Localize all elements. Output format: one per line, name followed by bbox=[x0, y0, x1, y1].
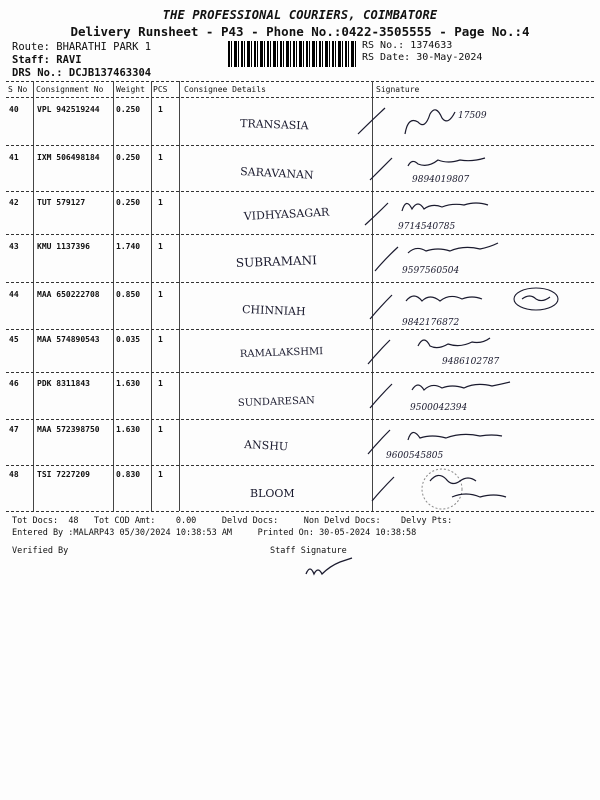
row-sno: 46 bbox=[9, 379, 19, 388]
row-sno: 41 bbox=[9, 153, 19, 162]
table-header-rule bbox=[6, 97, 594, 98]
delvy-pts-label: Delvy Pts: bbox=[401, 516, 453, 526]
row-weight: 1.630 bbox=[116, 425, 141, 434]
consignee-name: CHINNIAH bbox=[241, 303, 306, 319]
handwritten-row-42 bbox=[180, 193, 598, 235]
row-consignment: KMU 1137396 bbox=[37, 242, 90, 251]
row-weight: 0.035 bbox=[116, 335, 141, 344]
row-weight: 0.830 bbox=[116, 470, 141, 479]
tot-cod-label: Tot COD Amt: bbox=[93, 516, 156, 526]
row-pcs: 1 bbox=[158, 105, 163, 114]
tot-cod-value: 0.00 bbox=[175, 516, 197, 526]
col-header-signature: Signature bbox=[376, 85, 420, 94]
rs-date-line bbox=[362, 52, 482, 63]
row-consignment: TUT 579127 bbox=[37, 198, 86, 207]
row-consignment: MAA 572398750 bbox=[37, 425, 100, 434]
signature-note: 9500042394 bbox=[410, 403, 468, 413]
entered-by: Entered By :MALARP43 05/30/2024 10:38:53 AM bbox=[12, 528, 233, 538]
delvd-docs-label: Delvd Docs: bbox=[221, 516, 279, 526]
consignee-name: RAMALAKSHMI bbox=[239, 346, 324, 360]
handwritten-row-44 bbox=[180, 285, 598, 329]
staff-signature-label: Staff Signature bbox=[270, 546, 347, 556]
row-sno: 47 bbox=[9, 425, 19, 434]
row-pcs: 1 bbox=[158, 242, 163, 251]
consignee-name: VIDHYASAGAR bbox=[243, 205, 330, 223]
route-label: Route: bbox=[12, 41, 50, 53]
rs-no-label: RS No.: bbox=[362, 40, 405, 51]
row-separator bbox=[6, 234, 594, 235]
signature-note: 9842176872 bbox=[402, 318, 460, 328]
consignee-name: SUBRAMANI bbox=[235, 253, 318, 270]
row-separator bbox=[6, 282, 594, 283]
col-header-sno: S No bbox=[8, 85, 28, 94]
row-sno: 43 bbox=[9, 242, 19, 251]
row-sno: 48 bbox=[9, 470, 19, 479]
table-bottom-rule bbox=[6, 511, 594, 512]
col-header-consignment: Consignment No bbox=[36, 85, 104, 94]
row-weight: 1.630 bbox=[116, 379, 141, 388]
signature-note: 17509 bbox=[458, 111, 487, 121]
totals-line bbox=[12, 516, 452, 526]
row-weight: 0.250 bbox=[116, 105, 141, 114]
row-weight: 0.850 bbox=[116, 290, 141, 299]
row-consignment: VPL 942519244 bbox=[37, 105, 100, 114]
handwritten-row-48 bbox=[180, 467, 598, 511]
consignee-name: ANSHU bbox=[243, 438, 289, 454]
row-sno: 44 bbox=[9, 290, 19, 299]
consignee-name: TRANSASIA bbox=[239, 117, 309, 133]
staff-label: Staff: bbox=[12, 54, 50, 66]
handwritten-row-45 bbox=[180, 330, 598, 372]
row-consignment: MAA 650222708 bbox=[37, 290, 100, 299]
row-separator bbox=[6, 145, 594, 146]
row-pcs: 1 bbox=[158, 425, 163, 434]
row-sno: 42 bbox=[9, 198, 19, 207]
route-value: BHARATHI PARK 1 bbox=[56, 41, 152, 53]
consignee-name: SUNDARESAN bbox=[237, 395, 315, 409]
row-sno: 40 bbox=[9, 105, 19, 114]
row-consignment: IXM 506498184 bbox=[37, 153, 100, 162]
drs-value: DCJB137463304 bbox=[68, 67, 152, 79]
tot-docs-value: 48 bbox=[68, 516, 79, 526]
entry-line bbox=[12, 528, 416, 538]
signature-note: 9894019807 bbox=[412, 175, 470, 185]
rs-no-line bbox=[362, 40, 452, 51]
staff-line bbox=[12, 54, 82, 66]
row-separator bbox=[6, 372, 594, 373]
row-weight: 0.250 bbox=[116, 153, 141, 162]
tot-docs-label: Tot Docs: bbox=[12, 516, 59, 526]
row-separator bbox=[6, 191, 594, 192]
signature-note: 9714540785 bbox=[398, 222, 456, 232]
col-header-weight: Weight bbox=[116, 85, 145, 94]
row-weight: 1.740 bbox=[116, 242, 141, 251]
row-pcs: 1 bbox=[158, 198, 163, 207]
signature-note: 9486102787 bbox=[442, 357, 500, 367]
col-header-consignee: Consignee Details bbox=[184, 85, 266, 94]
row-sno: 45 bbox=[9, 335, 19, 344]
runsheet-barcode bbox=[228, 41, 356, 67]
rs-no-value: 1374633 bbox=[410, 40, 453, 51]
handwritten-row-46 bbox=[180, 374, 598, 416]
verified-by-label: Verified By bbox=[12, 546, 69, 556]
printed-on: Printed On: 30-05-2024 10:38:58 bbox=[257, 528, 417, 538]
drs-label: DRS No.: bbox=[12, 67, 63, 79]
row-pcs: 1 bbox=[158, 153, 163, 162]
company-title: THE PROFESSIONAL COURIERS, COIMBATORE bbox=[162, 8, 438, 22]
handwritten-row-40 bbox=[180, 100, 598, 142]
stamp-icon bbox=[422, 469, 462, 509]
row-separator bbox=[6, 465, 594, 466]
table-top-rule bbox=[6, 81, 594, 82]
signature-note: 9597560504 bbox=[402, 266, 460, 276]
row-pcs: 1 bbox=[158, 379, 163, 388]
non-delvd-docs-label: Non Delvd Docs: bbox=[303, 516, 381, 526]
row-pcs: 1 bbox=[158, 335, 163, 344]
handwritten-row-43 bbox=[180, 237, 598, 279]
row-consignment: TSI 7227209 bbox=[37, 470, 90, 479]
consignee-name: SARAVANAN bbox=[239, 165, 314, 182]
consignee-name: BLOOM bbox=[250, 487, 295, 500]
staff-value: RAVI bbox=[56, 54, 82, 66]
runsheet-subtitle: Delivery Runsheet - P43 - Phone No.:0422-3505555 - Page No.:4 bbox=[70, 24, 530, 39]
staff-signature-scribble bbox=[300, 556, 360, 582]
row-consignment: PDK 8311843 bbox=[37, 379, 90, 388]
row-pcs: 1 bbox=[158, 290, 163, 299]
handwritten-row-41 bbox=[180, 148, 598, 190]
handwritten-row-47 bbox=[180, 420, 598, 464]
rs-date-value: 30-May-2024 bbox=[416, 52, 483, 63]
drs-line bbox=[12, 67, 151, 79]
route-line bbox=[12, 41, 151, 53]
signature-note: 9600545805 bbox=[386, 451, 444, 461]
col-header-pcs: PCS bbox=[153, 85, 168, 94]
row-weight: 0.250 bbox=[116, 198, 141, 207]
rs-date-label: RS Date: bbox=[362, 52, 411, 63]
row-consignment: MAA 574890543 bbox=[37, 335, 100, 344]
row-pcs: 1 bbox=[158, 470, 163, 479]
